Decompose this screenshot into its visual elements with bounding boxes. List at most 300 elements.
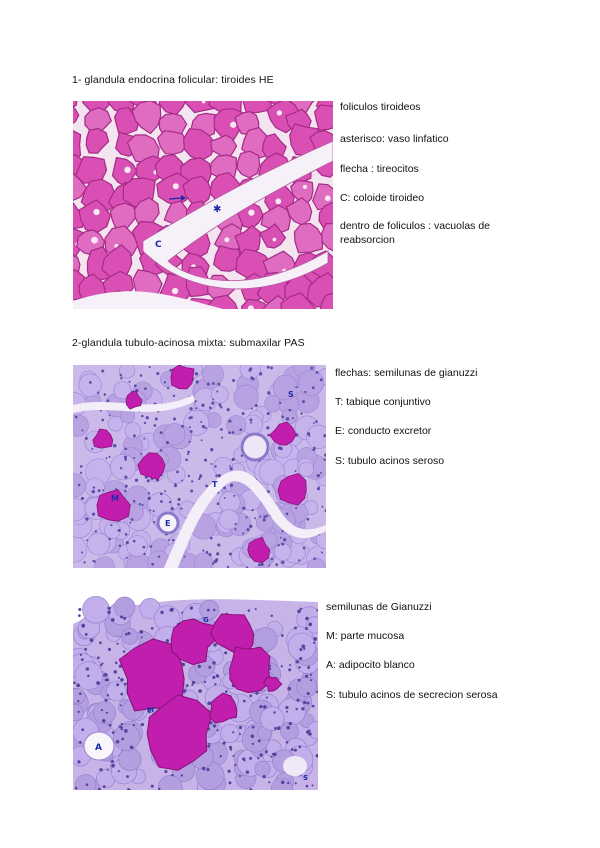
nucleus: [232, 431, 235, 434]
nucleus: [176, 470, 179, 473]
nucleus: [183, 555, 185, 557]
nucleus: [79, 741, 82, 744]
nucleus: [189, 407, 192, 410]
nucleus: [133, 500, 136, 503]
gianuzzi-micrograph: [73, 594, 318, 790]
nucleus: [101, 709, 103, 711]
nucleus: [205, 427, 207, 429]
serous-acinus: [125, 423, 141, 439]
nucleus: [234, 523, 236, 525]
nucleus: [307, 692, 310, 695]
nucleus: [230, 484, 233, 487]
nucleus: [153, 510, 155, 512]
nucleus: [208, 553, 211, 556]
reabsorption-vacuole: [91, 237, 98, 244]
nucleus: [243, 700, 246, 703]
nucleus: [308, 732, 312, 736]
nucleus: [306, 702, 309, 705]
nucleus: [80, 654, 82, 656]
nucleus: [79, 692, 82, 695]
nucleus: [281, 634, 284, 637]
nucleus: [160, 449, 162, 451]
label-S: S: [288, 390, 294, 399]
nucleus: [156, 372, 159, 375]
nucleus: [86, 783, 89, 786]
nucleus: [223, 486, 226, 489]
nucleus: [143, 546, 146, 549]
nucleus: [223, 742, 226, 745]
nucleus: [143, 553, 145, 555]
nucleus: [87, 675, 89, 677]
nucleus: [295, 386, 297, 388]
nucleus: [214, 465, 216, 467]
nucleus: [248, 609, 251, 612]
nucleus: [199, 474, 202, 477]
nucleus: [144, 387, 147, 390]
nucleus: [312, 784, 314, 786]
nucleus: [147, 479, 150, 482]
nucleus: [303, 647, 305, 649]
nucleus: [190, 489, 193, 492]
nucleus: [298, 559, 300, 561]
nucleus: [92, 513, 95, 516]
nucleus: [198, 689, 202, 693]
nucleus: [160, 493, 163, 496]
nucleus: [125, 533, 128, 536]
nucleus: [217, 502, 220, 505]
nucleus: [255, 608, 257, 610]
nucleus: [186, 684, 189, 687]
nucleus: [279, 402, 281, 404]
nucleus: [211, 402, 214, 405]
nucleus: [167, 387, 169, 389]
nucleus: [141, 636, 143, 638]
nucleus: [210, 463, 212, 465]
nucleus: [202, 425, 205, 428]
nucleus: [250, 422, 252, 424]
mucous-acinus: [230, 647, 270, 693]
nucleus: [160, 500, 163, 503]
nucleus: [141, 415, 144, 418]
nucleus: [123, 650, 125, 652]
nucleus: [106, 457, 108, 459]
nucleus: [77, 700, 79, 702]
nucleus: [234, 528, 236, 530]
nucleus: [305, 617, 309, 621]
nucleus: [313, 637, 317, 641]
nucleus: [80, 472, 82, 474]
s1-caption-1: foliculos tiroideos: [340, 101, 421, 113]
nucleus: [99, 641, 102, 644]
excretory-duct-2: [242, 434, 268, 460]
s1-caption-4: C: coloide tiroideo: [340, 192, 425, 204]
serous-acinus: [299, 462, 314, 477]
nucleus: [286, 711, 288, 713]
nucleus: [287, 687, 291, 691]
nucleus: [133, 434, 136, 437]
nucleus: [289, 409, 292, 412]
nucleus: [144, 422, 146, 424]
nucleus: [313, 447, 316, 450]
nucleus: [205, 484, 208, 487]
nucleus: [160, 431, 163, 434]
nucleus: [123, 617, 126, 620]
nucleus: [206, 768, 209, 771]
reabsorption-vacuole: [93, 209, 99, 215]
nucleus: [259, 753, 262, 756]
nucleus: [249, 525, 252, 528]
nucleus: [153, 521, 155, 523]
nucleus: [92, 560, 94, 562]
nucleus: [234, 764, 236, 766]
nucleus: [86, 539, 88, 541]
nucleus: [313, 642, 315, 644]
nucleus: [263, 518, 266, 521]
nucleus: [250, 418, 253, 421]
nucleus: [148, 492, 150, 494]
nucleus: [312, 705, 315, 708]
nucleus: [130, 745, 134, 749]
nucleus: [268, 565, 270, 567]
nucleus: [139, 503, 141, 505]
nucleus: [321, 552, 323, 554]
nucleus: [229, 746, 232, 749]
nucleus: [124, 456, 127, 459]
nucleus: [120, 377, 122, 379]
nucleus: [220, 428, 223, 431]
nucleus: [216, 552, 219, 555]
nucleus: [119, 545, 121, 547]
nucleus: [98, 489, 101, 492]
nucleus: [315, 420, 318, 423]
nucleus: [274, 727, 277, 730]
nucleus: [164, 490, 166, 492]
nucleus: [181, 774, 183, 776]
nucleus: [109, 456, 111, 458]
nucleus: [312, 386, 315, 389]
nucleus: [220, 755, 222, 757]
nucleus: [252, 377, 255, 380]
nucleus: [196, 380, 199, 383]
section-2-title: 2-glandula tubulo-acinosa mixta: submaxilar PAS: [72, 337, 305, 349]
nucleus: [120, 704, 122, 706]
nucleus: [103, 393, 106, 396]
nucleus: [106, 712, 108, 714]
nucleus: [210, 537, 213, 540]
nucleus: [110, 524, 112, 526]
nucleus: [133, 724, 135, 726]
nucleus: [109, 415, 111, 417]
nucleus: [148, 497, 151, 500]
nucleus: [108, 648, 111, 651]
asterisk-marker: ✱: [213, 204, 222, 215]
nucleus: [213, 724, 216, 727]
nucleus: [149, 509, 151, 511]
serous-acinus: [298, 370, 324, 396]
label-E: E: [165, 519, 171, 528]
nucleus: [198, 665, 201, 668]
nucleus: [207, 609, 210, 612]
nucleus: [120, 678, 124, 682]
s1-caption-2: asterisco: vaso linfatico: [340, 133, 449, 145]
follicle: [237, 151, 260, 178]
nucleus: [207, 701, 211, 705]
nucleus: [249, 757, 252, 760]
nucleus: [151, 563, 154, 566]
label-A: A: [95, 743, 102, 753]
nucleus: [305, 675, 308, 678]
serous-acinus: [234, 385, 258, 409]
nucleus: [91, 448, 93, 450]
nucleus: [232, 379, 235, 382]
nucleus: [267, 412, 270, 415]
nucleus: [215, 475, 217, 477]
nucleus: [109, 724, 112, 727]
nucleus: [191, 684, 193, 686]
mucous-acinus: [171, 365, 194, 389]
reabsorption-vacuole: [172, 288, 178, 294]
nucleus: [266, 426, 269, 429]
nucleus: [108, 611, 110, 613]
nucleus: [126, 775, 129, 778]
nucleus: [247, 528, 250, 531]
nucleus: [206, 551, 209, 554]
nucleus: [309, 730, 311, 732]
nucleus: [166, 639, 169, 642]
nucleus: [189, 441, 191, 443]
nucleus: [129, 522, 131, 524]
label-C: C: [155, 240, 162, 250]
nucleus: [221, 437, 223, 439]
nucleus: [126, 557, 128, 559]
nucleus: [81, 429, 83, 431]
nucleus: [204, 459, 207, 462]
nucleus: [303, 701, 306, 704]
nucleus: [303, 547, 306, 550]
nucleus: [246, 770, 249, 773]
nucleus: [277, 544, 279, 546]
nucleus: [201, 404, 204, 407]
nucleus: [124, 447, 127, 450]
nucleus: [305, 627, 308, 630]
nucleus: [227, 566, 229, 568]
nucleus: [189, 426, 191, 428]
nucleus: [242, 532, 244, 534]
nucleus: [143, 438, 145, 440]
nucleus: [307, 432, 310, 435]
nucleus: [96, 681, 100, 685]
label-T: T: [212, 480, 218, 489]
label-G: G: [203, 616, 209, 624]
gianuzzi-micrograph-svg: [73, 594, 318, 790]
s3-caption-3: A: adipocito blanco: [326, 659, 415, 671]
nucleus: [213, 643, 217, 647]
nucleus: [210, 448, 213, 451]
nucleus: [81, 551, 83, 553]
nucleus: [252, 743, 254, 745]
nucleus: [120, 693, 123, 696]
nucleus: [212, 676, 215, 679]
nucleus: [301, 707, 304, 710]
nucleus: [239, 726, 242, 729]
nucleus: [233, 495, 235, 497]
nucleus: [229, 781, 232, 784]
nucleus: [185, 458, 188, 461]
nucleus: [155, 417, 158, 420]
nucleus: [286, 417, 289, 420]
s2-caption-2: T: tabique conjuntivo: [335, 396, 431, 408]
serous-acinus: [114, 724, 141, 751]
serous-acinus: [221, 724, 240, 743]
nucleus: [232, 731, 234, 733]
nucleus: [263, 705, 267, 709]
nucleus: [150, 545, 153, 548]
nucleus: [286, 726, 289, 729]
nucleus: [286, 513, 289, 516]
nucleus: [105, 699, 108, 702]
nucleus: [232, 458, 235, 461]
nucleus: [232, 755, 234, 757]
nucleus: [190, 416, 193, 419]
nucleus: [75, 787, 78, 790]
nucleus: [228, 770, 231, 773]
nucleus: [169, 369, 172, 372]
nucleus: [101, 369, 104, 372]
nucleus: [102, 719, 106, 723]
nucleus: [242, 757, 245, 760]
nucleus: [214, 683, 216, 685]
nucleus: [302, 400, 305, 403]
nucleus: [124, 729, 128, 733]
nucleus: [118, 529, 121, 532]
label-S: S: [303, 774, 309, 782]
nucleus: [313, 557, 316, 560]
nucleus: [255, 691, 258, 694]
nucleus: [146, 416, 149, 419]
nucleus: [87, 668, 89, 670]
nucleus: [281, 415, 284, 418]
nucleus: [118, 770, 120, 772]
nucleus: [107, 769, 109, 771]
nucleus: [134, 384, 137, 387]
nucleus: [140, 453, 142, 455]
nucleus: [289, 664, 291, 666]
nucleus: [248, 369, 251, 372]
nucleus: [129, 381, 131, 383]
nucleus: [283, 538, 286, 541]
nucleus: [295, 507, 297, 509]
nucleus: [320, 472, 322, 474]
nucleus: [273, 752, 277, 756]
nucleus: [263, 516, 266, 519]
nucleus: [85, 633, 88, 636]
nucleus: [77, 711, 79, 713]
nucleus: [190, 430, 193, 433]
nucleus: [265, 750, 268, 753]
nucleus: [320, 378, 323, 381]
nucleus: [180, 507, 182, 509]
nucleus: [242, 412, 245, 415]
nucleus: [78, 484, 81, 487]
nucleus: [255, 404, 258, 407]
nucleus: [324, 458, 326, 460]
nucleus: [212, 398, 214, 400]
serous-acinus: [119, 748, 142, 771]
nucleus: [195, 407, 197, 409]
nucleus: [126, 541, 129, 544]
nucleus: [296, 660, 299, 663]
nucleus: [187, 453, 189, 455]
nucleus: [229, 465, 231, 467]
nucleus: [266, 697, 268, 699]
serous-acinus: [119, 365, 134, 378]
nucleus: [78, 614, 81, 617]
nucleus: [289, 722, 292, 725]
nucleus: [310, 366, 313, 369]
nucleus: [73, 682, 76, 685]
serous-acinus: [114, 597, 135, 618]
nucleus: [84, 648, 87, 651]
nucleus: [153, 424, 156, 427]
nucleus: [81, 497, 84, 500]
nucleus: [252, 726, 255, 729]
nucleus: [225, 690, 228, 693]
nucleus: [93, 486, 95, 488]
nucleus: [121, 723, 123, 725]
nucleus: [151, 627, 154, 630]
nucleus: [217, 383, 220, 386]
reabsorption-vacuole: [303, 185, 307, 189]
nucleus: [200, 421, 202, 423]
serous-acinus: [260, 707, 284, 731]
nucleus: [198, 478, 200, 480]
nucleus: [257, 757, 259, 759]
nucleus: [85, 517, 88, 520]
nucleus: [101, 419, 104, 422]
serous-acinus: [87, 533, 109, 555]
nucleus: [140, 374, 143, 377]
nucleus: [281, 530, 283, 532]
nucleus: [310, 674, 312, 676]
nucleus: [281, 781, 285, 785]
nucleus: [166, 441, 169, 444]
label-M: M: [147, 706, 154, 714]
nucleus: [149, 366, 151, 368]
nucleus: [207, 383, 210, 386]
thyroid-micrograph: [73, 101, 333, 309]
nucleus: [120, 728, 122, 730]
nucleus: [249, 694, 252, 697]
reabsorption-vacuole: [224, 237, 229, 242]
nucleus: [195, 372, 198, 375]
s3-caption-1: semilunas de Gianuzzi: [326, 601, 432, 613]
nucleus: [294, 749, 297, 752]
nucleus: [271, 558, 273, 560]
nucleus: [114, 670, 117, 673]
nucleus: [313, 422, 315, 424]
nucleus: [212, 382, 215, 385]
nucleus: [286, 741, 289, 744]
nucleus: [300, 608, 302, 610]
nucleus: [188, 475, 190, 477]
nucleus: [212, 661, 216, 665]
nucleus: [307, 518, 310, 521]
s2-caption-1: flechas: semilunas de gianuzzi: [335, 367, 478, 379]
nucleus: [218, 403, 221, 406]
nucleus: [81, 658, 84, 661]
label-M: M: [111, 494, 119, 503]
nucleus: [133, 540, 136, 543]
